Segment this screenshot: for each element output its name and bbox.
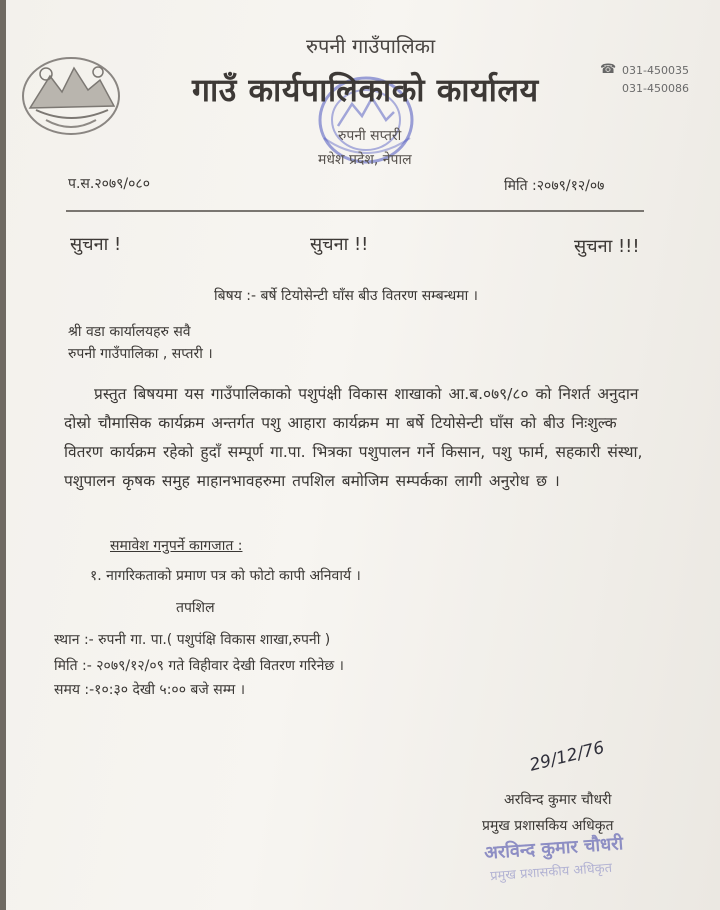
requirement-item: १. नागरिकताको प्रमाण पत्र को फोटो कापी अनिवार्य ।	[90, 568, 361, 584]
phone-number-1: 031-450035	[622, 64, 689, 77]
subject-line: बिषय :- बर्षे टियोसेन्टी घाँस बीउ वितरण सम्बन्धमा ।	[214, 288, 478, 304]
notice-label-1: सुचना !	[70, 234, 122, 255]
office-subtitle-province: मधेश प्रदेश, नेपाल	[318, 152, 412, 168]
notice-label-3: सुचना !!!	[574, 236, 640, 257]
office-title: गाउँ कार्यपालिकाको कार्यालय	[192, 71, 539, 109]
requirements-heading: समावेश गनुपर्ने कागजात :	[110, 538, 243, 554]
body-paragraph: प्रस्तुत बिषयमा यस गाउँपालिकाको पशुपंक्षी विकास शाखाको आ.ब.०७९/८० को निशर्त अनुदान दोस्रो चौमासिक कार्यक्रम अन्तर्गत पशु आहारा कार्यक्रम मा बर्षे टियोसेन्टी घाँस को बीउ निःशुल्क वितरण कार्यक्रम रहेको हुदाँ सम्पूर्ण गा.पा. भित्रका पशुपालन गर्ने किसान, पशु फार्म, सहकारी संस्था, पशुपालन कृषक समुह माहानभावहरुमा तपशिल बमोजिम सम्पर्कका लागी अनुरोध छ ।	[64, 385, 643, 490]
details-heading: तपशिल	[176, 600, 215, 616]
addressee-line-1: श्री वडा कार्यालयहरु सवै	[68, 324, 191, 340]
signature-stamp-name: अरविन्द कुमार चौधरी	[483, 833, 624, 864]
distribution-date: मिति :- २०७९/१२/०९ गते विहीवार देखी वितरण गरिनेछ ।	[54, 658, 344, 674]
distribution-place: स्थान :- रुपनी गा. पा.( पशुपंक्षि विकास शाखा,रुपनी )	[54, 632, 331, 648]
distribution-time: समय :-१०:३० देखी ५:०० बजे सम्म ।	[54, 682, 246, 698]
header-divider	[66, 210, 644, 212]
municipality-name: रुपनी गाउँपालिका	[306, 34, 436, 58]
notice-label-2: सुचना !!	[310, 234, 369, 255]
phone-icon: ☎	[600, 62, 617, 77]
signatory-title: प्रमुख प्रशासकिय अधिकृत	[482, 818, 614, 834]
phone-number-2: 031-450086	[622, 82, 689, 95]
signature-stamp-title: प्रमुख प्रशासकीय अधिकृत	[489, 860, 613, 885]
letter-reference-number: प.स.२०७९/०८०	[68, 176, 150, 192]
handwritten-signature: 29/12/76	[527, 737, 607, 776]
office-subtitle-location: रुपनी सप्तरी	[338, 128, 402, 144]
nepal-emblem-icon	[16, 46, 126, 142]
notice-document	[6, 0, 720, 910]
letter-date: मिति :२०७९/१२/०७	[504, 178, 605, 194]
signatory-name: अरविन्द कुमार चौधरी	[504, 792, 612, 808]
addressee-line-2: रुपनी गाउँपालिका , सप्तरी ।	[68, 346, 213, 362]
